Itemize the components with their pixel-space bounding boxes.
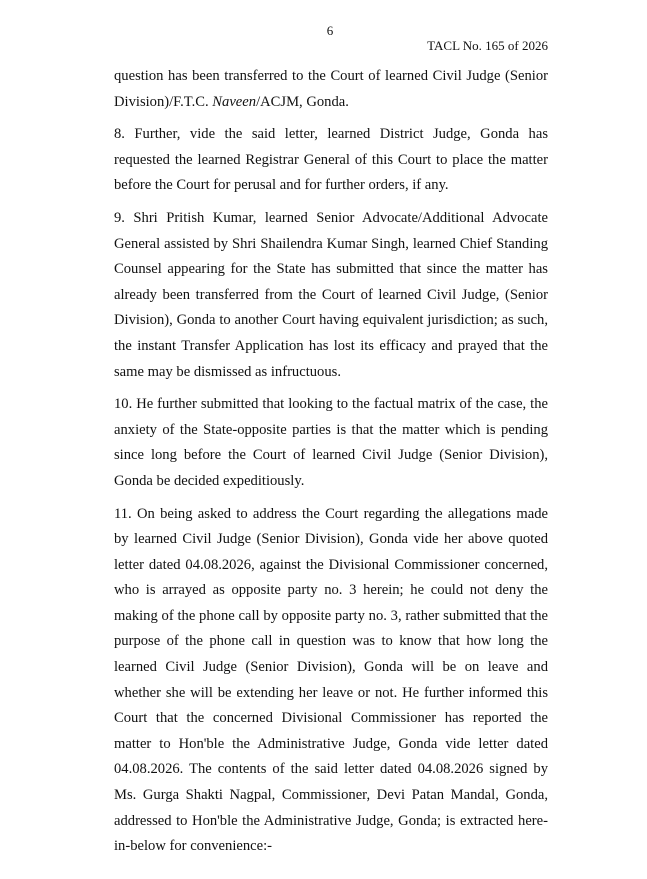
italic-court-name: Naveen <box>212 93 257 110</box>
continuation-text-end: /ACJM, Gonda. <box>256 93 349 110</box>
paragraph-10: 10. He further submitted that looking to the factual matrix of the case, the anxiety of the State-opposite parties is that the matter which is pending since long before the Court of learned Civil Judge (Senior Division), Gonda be decided expeditiously. <box>114 396 548 489</box>
page-number: 6 <box>326 23 334 38</box>
paragraph-11: 11. On being asked to address the Court regarding the allegations made by learned Civil Judge (Senior Division), Gonda vide her above quoted letter dated 04.08.2026, against the Divisional Commissioner concerned, who is arrayed as opposite party no. 3 herein; he could not deny the making of the phone call by opposite party no. 3, rather submitted that the purpose of the phone call in question was to know that how long the learned Civil Judge (Senior Division), Gonda will be on leave and whether she will be extending her leave or not. He further informed this Court that the concerned Divisional Commissioner has reported the matter to Hon'ble the Administrative Judge, Gonda vide letter dated 04.08.2026. The contents of the said letter dated 04.08.2026 signed by Ms. Gurga Shakti Nagpal, Commissioner, Devi Patan Mandal, Gonda, addressed to Hon'ble the Administrative Judge, Gonda; is extracted here-in-below for convenience:- <box>114 505 548 855</box>
case-number: TACL No. 165 of 2026 <box>427 38 548 53</box>
document-body <box>114 64 548 867</box>
paragraph-continuation <box>114 64 548 115</box>
paragraph-9: 9. Shri Pritish Kumar, learned Senior Advocate/Additional Advocate General assisted by Shri Shailendra Kumar Singh, learned Chief Standing Counsel appearing for the State has submitted that since the matter has already been transferred from the Court of learned Civil Judge, (Senior Division), Gonda to another Court having equivalent jurisdiction; as such, the instant Transfer Application has lost its efficacy and prayed that the same may be dismissed as infructuous. <box>114 209 548 380</box>
continuation-text-start: question has been transferred to the Court of learned Civil Judge (Senior Division)/F.T.C. <box>114 68 548 110</box>
paragraph-8: 8. Further, vide the said letter, learned District Judge, Gonda has requested the learned Registrar General of this Court to place the matter before the Court for perusal and for further orders, if any. <box>114 126 548 194</box>
